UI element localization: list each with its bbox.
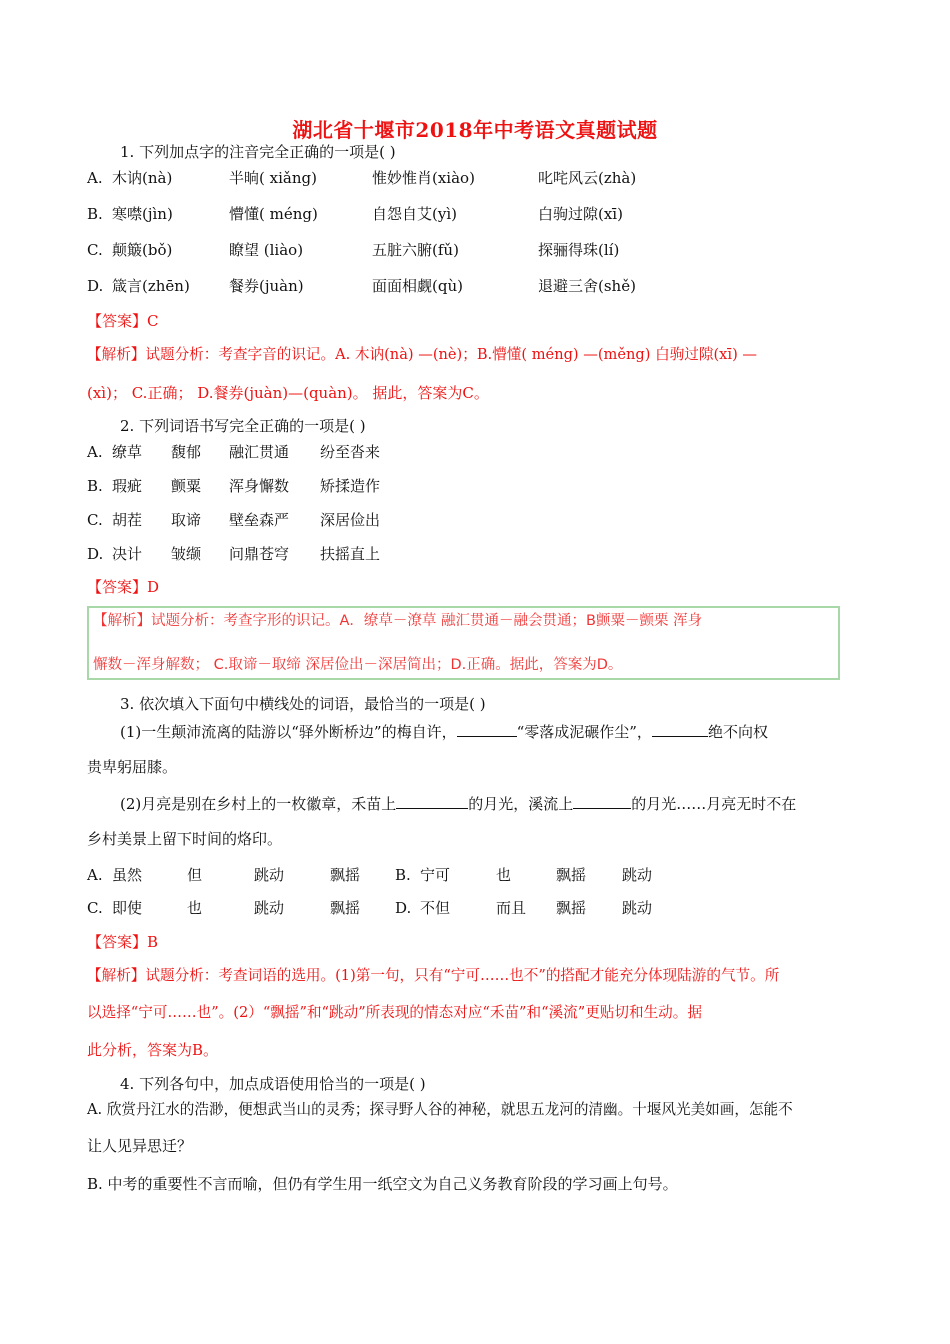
q3-option-item: 不但 (420, 899, 451, 917)
q2-option-item: 深居俭出 (320, 511, 381, 529)
q2-option-item: 胡茬 (112, 511, 143, 529)
q1-option-item: 箴言(zhēn) (112, 277, 190, 295)
q3-stem: 3. 依次填入下面句中横线处的词语，最恰当的一项是( ) (120, 695, 486, 713)
q1-option-label: A. (87, 169, 103, 187)
q3-s2-text: 的月光，溪流上 (468, 795, 574, 813)
q3-option-item: 飘摇 (556, 866, 587, 884)
q1-answer: 【答案】C (87, 312, 159, 330)
q3-option-item: 也 (496, 866, 512, 884)
q3-answer: 【答案】B (87, 933, 159, 951)
q2-analysis-line: 【解析】试题分析：考查字形的识记。A．缭草－潦草 融汇贯通－融会贯通；B颤粟－颤栗 浑身 (93, 613, 703, 629)
q1-option-label: B. (87, 205, 103, 223)
q1-option-label: D. (87, 277, 104, 295)
q3-option-item: 跳动 (254, 899, 285, 917)
q2-option-item: 融汇贯通 (229, 443, 290, 461)
q1-option-item: 懵懂( méng) (229, 205, 318, 223)
q4-option-a-cont: 让人见异思迁？ (87, 1137, 193, 1155)
q1-option-item: 惟妙惟肖(xiào) (372, 169, 475, 187)
q1-option-item: 餐券(juàn) (229, 277, 304, 295)
q3-option-label: C. (87, 899, 103, 917)
q1-option-item: 半晌( xiǎng) (229, 169, 317, 187)
q2-option-item: 扶摇直上 (320, 545, 381, 563)
q2-option-item: 问鼎苍穹 (229, 545, 290, 563)
q2-option-item: 取谛 (171, 511, 202, 529)
q3-option-item: 而且 (496, 899, 527, 917)
q4-option-a: A. 欣赏丹江水的浩渺，便想武当山的灵秀；探寻野人谷的神秘，就思五龙河的清幽。十堰风光美如画，怎能不 (87, 1101, 793, 1118)
q3-analysis-line: 此分析，答案为B。 (87, 1041, 219, 1059)
q3-blank (457, 721, 517, 737)
q2-option-item: 壁垒森严 (229, 511, 290, 529)
q2-option-item: 皱缬 (171, 545, 202, 563)
q3-s2-text: (2)月亮是别在乡村上的一枚徽章，禾苗上 (120, 795, 397, 813)
q2-stem: 2. 下列词语书写完全正确的一项是( ) (120, 417, 366, 435)
q1-option-item: 寒噤(jìn) (112, 205, 173, 223)
q3-option-item: 跳动 (254, 866, 285, 884)
q3-option-item: 跳动 (622, 899, 653, 917)
q3-option-item: 即使 (112, 899, 143, 917)
q1-option-item: 瞭望 (liào) (229, 241, 304, 259)
q1-option-item: 探骊得珠(lí) (538, 241, 620, 259)
q1-analysis-line: 【解析】试题分析：考查字音的识记。A. 木讷(nà) —(nè)；B.懵懂( méng) —(měng) 白驹过隙(xī) — (87, 346, 757, 363)
q2-option-item: 纷至沓来 (320, 443, 381, 461)
q1-option-item: 五脏六腑(fǔ) (372, 241, 459, 259)
q2-answer: 【答案】D (87, 578, 160, 596)
q2-option-item: 馥郁 (171, 443, 202, 461)
q2-analysis-box (87, 606, 840, 680)
q3-blank (396, 793, 468, 809)
q2-analysis-line: 懈数－浑身解数； C.取谛－取缔 深居俭出－深居简出；D.正确。据此，答案为D。 (93, 657, 623, 673)
q3-analysis-line: 以选择“宁可……也”。(2）“飘摇”和“跳动”所表现的情态对应“禾苗”和“溪流”更贴切和生动。据 (87, 1004, 702, 1021)
q3-option-item: 飘摇 (330, 866, 361, 884)
q3-option-item: 虽然 (112, 866, 143, 884)
q1-stem: 1. 下列加点字的注音完全正确的一项是( ) (120, 143, 396, 161)
q3-s1-text: “零落成泥碾作尘”， (516, 723, 652, 741)
q1-option-item: 木讷(nà) (112, 169, 173, 187)
q3-blank (573, 793, 631, 809)
q4-option-b: B. 中考的重要性不言而喻，但仍有学生用一纸空文为自己义务教育阶段的学习画上句号。 (87, 1175, 678, 1193)
q3-s1-cont: 贵卑躬屈膝。 (87, 758, 178, 776)
q3-s2-cont: 乡村美景上留下时间的烙印。 (87, 830, 283, 848)
q3-s1-text: 绝不向权 (707, 723, 768, 741)
q2-option-item: 颤粟 (171, 477, 202, 495)
q2-option-item: 决计 (112, 545, 143, 563)
q4-stem: 4. 下列各句中，加点成语使用恰当的一项是( ) (120, 1075, 426, 1093)
q3-option-item: 飘摇 (330, 899, 361, 917)
q3-option-label: B. (395, 866, 411, 884)
page-title: 湖北省十堰市2018年中考语文真题试题 (292, 118, 658, 142)
q3-analysis-line: 【解析】试题分析：考查词语的选用。(1)第一句，只有“宁可……也不”的搭配才能充分体现陆游的气节。所 (87, 967, 780, 984)
q2-option-label: D. (87, 545, 104, 563)
q3-option-item: 宁可 (420, 866, 451, 884)
q1-option-item: 自怨自艾(yì) (372, 205, 457, 223)
q2-option-item: 矫揉造作 (320, 477, 381, 495)
q3-s1-text: (1)一生颠沛流离的陆游以“驿外断桥边”的梅自许， (120, 723, 457, 741)
q1-option-item: 白驹过隙(xī) (538, 205, 623, 223)
q3-sentence-1 (120, 721, 768, 742)
q3-option-item: 跳动 (622, 866, 653, 884)
q3-s2-text: 的月光……月亮无时不在 (631, 795, 797, 813)
q3-blank (652, 721, 708, 737)
q3-option-item: 但 (187, 866, 203, 884)
q2-option-item: 瑕疵 (112, 477, 143, 495)
q2-option-label: A. (87, 443, 103, 461)
q2-option-item: 缭草 (112, 443, 143, 461)
q3-option-label: D. (395, 899, 412, 917)
q3-sentence-2 (120, 793, 796, 814)
q1-analysis-line: (xì)； C.正确； D.餐券(juàn)—(quàn)。 据此，答案为C。 (87, 384, 489, 402)
q3-option-item: 也 (187, 899, 203, 917)
q1-option-item: 颠簸(bǒ) (112, 241, 173, 259)
q2-option-label: B. (87, 477, 103, 495)
q1-option-item: 退避三舍(shě) (538, 277, 636, 295)
q1-option-item: 叱咤风云(zhà) (538, 169, 637, 187)
q1-option-item: 面面相觑(qù) (372, 277, 463, 295)
q2-option-label: C. (87, 511, 103, 529)
q3-option-label: A. (87, 866, 103, 884)
q3-option-item: 飘摇 (556, 899, 587, 917)
q2-option-item: 浑身懈数 (229, 477, 290, 495)
q1-option-label: C. (87, 241, 103, 259)
